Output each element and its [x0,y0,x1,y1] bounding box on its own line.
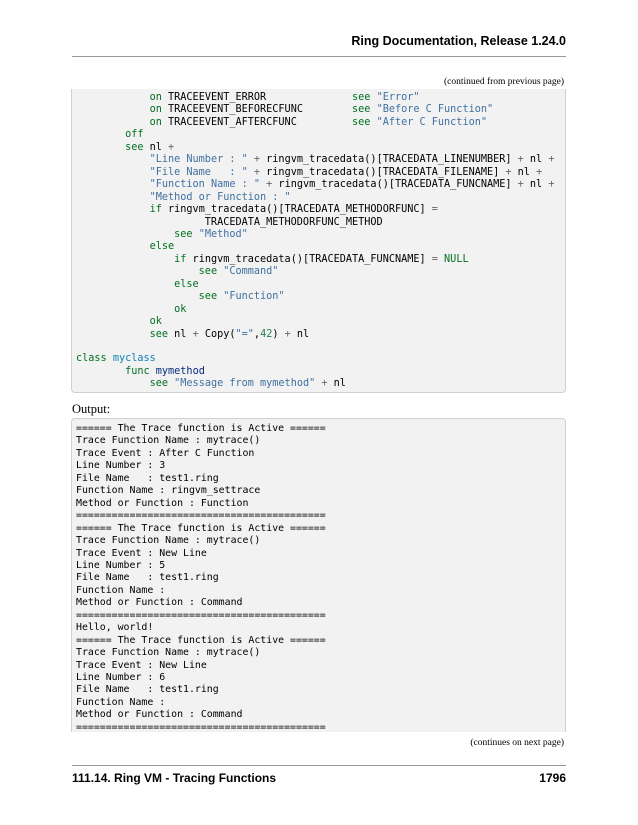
code-token: + [168,141,175,153]
code-token [76,92,150,103]
code-token: "Error" [376,92,420,103]
output-label: Output: [72,402,111,416]
code-token: "After C Function" [376,116,487,128]
code-token: + [517,179,524,191]
code-token: "File Name : " [149,166,248,178]
footer-section-title: 111.14. Ring VM - Tracing Functions [72,771,277,785]
code-token: + [548,179,555,191]
code-token: = [431,253,438,265]
code-token: + [548,154,555,166]
code-line [76,142,174,154]
code-token: myclass [112,353,156,365]
code-token: + [505,166,512,178]
code-line [76,291,285,303]
code-token: nl [143,141,169,153]
code-line [76,241,174,253]
output-line: ====== The Trace function is Active ====== [76,522,326,534]
code-token: nl [290,328,310,340]
code-line [76,192,291,204]
code-token [76,229,174,240]
code-line [76,229,248,241]
code-token: else [149,241,175,253]
output-line: Line Number : 3 [76,460,166,472]
code-token: nl [511,166,537,178]
code-token: + [253,166,261,178]
code-token [76,167,150,178]
output-line: File Name : test1.ring [76,472,219,484]
code-token: func [125,365,150,377]
code-line [76,154,554,166]
code-token: "Line Number : " [149,154,248,166]
code-line [76,266,278,278]
code-token: + [517,154,524,166]
code-token: TRACEEVENT_AFTERCFUNC [161,116,353,128]
code-token: ringvm_tracedata()[TRACEDATA_LINENUMBER] [260,154,518,166]
code-line [76,304,186,316]
output-line: File Name : test1.ring [76,572,219,584]
code-token: "Before C Function" [376,104,494,116]
output-line: Function Name : ringvm_settrace [76,485,261,497]
output-line: ========================================== [76,609,326,621]
code-token: , [253,328,261,340]
output-line: Trace Event : New Line [76,659,207,671]
code-token: ) [272,328,285,340]
code-line [76,117,487,129]
code-token [76,154,150,165]
code-token [76,316,150,327]
code-token [76,129,125,140]
code-token: "Command" [223,266,279,278]
code-line [76,366,205,378]
output-line: Method or Function : Command [76,597,243,609]
code-token [76,192,150,203]
code-token: nl [523,154,549,166]
code-line [76,179,554,191]
output-line: ====== The Trace function is Active ====== [76,634,326,646]
code-token: see [352,104,371,116]
continued-from-note: (continued from previous page) [443,77,564,87]
code-line [76,167,542,179]
code-token: see [198,266,218,278]
code-token: ringvm_tracedata()[TRACEDATA_FUNCNAME] [272,179,518,191]
code-token: + [266,179,273,191]
code-token [76,142,125,153]
code-token: "Function Name : " [149,179,261,191]
code-token: 42 [260,328,273,340]
code-token: + [321,378,328,390]
output-line: ========================================== [76,510,326,522]
continues-on-note: (continues on next page) [470,738,564,748]
code-line [76,217,383,229]
code-token: see [125,141,144,153]
code-token: nl [327,378,346,390]
code-token [76,304,174,315]
code-token: + [284,328,291,340]
code-token: off [125,129,144,141]
code-line [76,104,493,116]
code-token [76,266,199,277]
code-token: "Message from mymethod" [174,378,316,390]
page-header-title: Ring Documentation, Release 1.24.0 [351,34,566,48]
code-token [76,179,150,190]
code-token: if [174,253,187,265]
code-token: "=" [235,328,254,340]
output-line: Trace Function Name : mytrace() [76,647,261,659]
code-token [76,378,150,389]
code-line [76,92,420,104]
output-line: Line Number : 6 [76,672,166,683]
code-token [76,117,150,128]
output-line: File Name : test1.ring [76,684,219,696]
code-line [76,129,143,141]
code-token: see [198,291,218,303]
code-token: nl [523,179,549,191]
code-token [76,204,150,215]
code-line [76,316,162,328]
code-token: see [149,328,169,340]
code-token: on [149,104,162,116]
code-token: + [253,154,261,166]
code-token: ok [149,316,162,328]
code-token: see [352,116,371,128]
code-token: Copy( [198,328,236,340]
code-token: NULL [444,253,469,265]
code-token: ringvm_tracedata()[TRACEDATA_FILENAME] [260,166,506,178]
header-divider [72,56,566,57]
code-token: class [76,353,107,365]
code-line [76,204,438,216]
code-token: TRACEEVENT_ERROR [161,92,353,103]
code-token: TRACEDATA_METHODORFUNC_METHOD [76,216,383,228]
code-token: "Method or Function : " [149,191,291,203]
output-line: ========================================== [76,721,326,733]
output-line: Function Name : [76,696,166,708]
code-token: + [192,328,199,340]
code-token [76,291,199,302]
code-block [71,89,566,393]
code-token: mymethod [155,365,205,377]
output-line: Trace Event : New Line [76,547,207,559]
output-line: Method or Function : Function [76,497,249,509]
output-line: Trace Function Name : mytrace() [76,435,261,447]
code-line [76,254,469,266]
output-line: Trace Event : After C Function [76,447,255,459]
code-token: else [174,278,199,290]
code-line [76,279,199,291]
output-line: Line Number : 5 [76,559,166,571]
code-token [76,254,174,265]
code-token [76,329,150,340]
output-line: Function Name : [76,584,166,596]
code-token [76,366,125,377]
code-token: = [431,204,438,216]
code-token: if [149,204,162,216]
code-token [76,279,174,290]
footer-divider [72,765,566,766]
output-line: Method or Function : Command [76,709,243,721]
code-token: ringvm_tracedata()[TRACEDATA_METHODORFUNC] [161,204,432,216]
code-token [76,104,150,115]
output-line: Hello, world! [76,622,154,634]
code-line [76,329,309,341]
output-block [71,418,566,732]
code-token: nl [168,328,193,340]
code-token [76,241,150,252]
output-line: Trace Function Name : mytrace() [76,535,261,547]
code-token: see [174,228,193,240]
code-token: "Method" [198,228,248,240]
code-token: TRACEEVENT_BEFORECFUNC [161,104,353,116]
code-token: + [536,166,543,178]
output-line: ====== The Trace function is Active ====== [76,423,326,434]
code-token: ok [174,303,187,315]
code-line [76,378,346,390]
code-token: on [149,92,162,103]
code-line [76,353,156,365]
code-token: on [149,116,162,128]
footer-page-number: 1796 [539,771,566,785]
code-token: see [352,92,371,103]
code-token: see [149,378,169,390]
code-token: "Function" [223,291,285,303]
code-token: ringvm_tracedata()[TRACEDATA_FUNCNAME] [186,253,432,265]
